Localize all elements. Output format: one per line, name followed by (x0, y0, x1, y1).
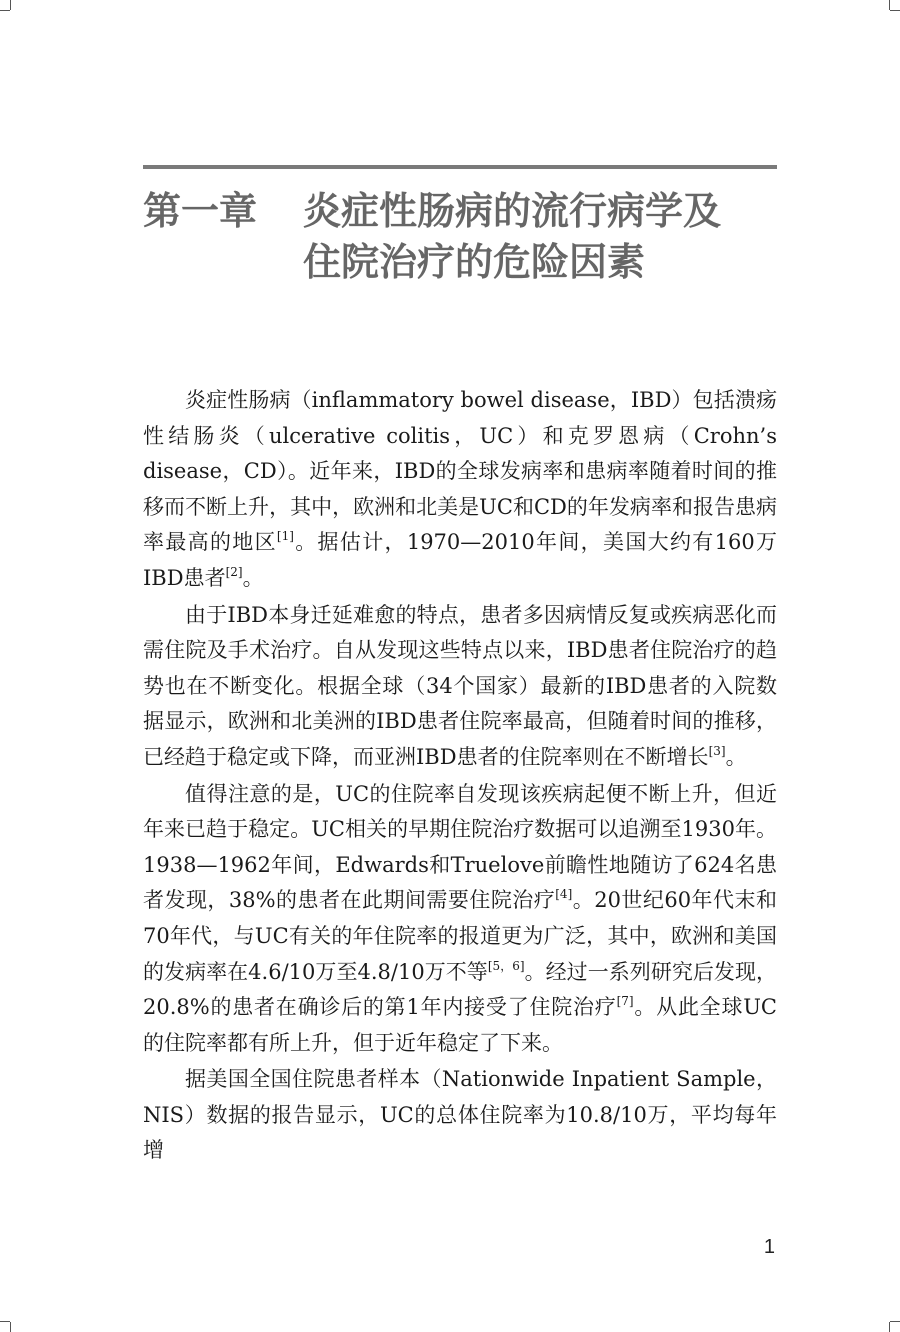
citation-ref: [4] (555, 887, 573, 902)
body-paragraph (143, 383, 777, 597)
crop-mark-top-right (890, 10, 900, 11)
page-number: 1 (763, 1236, 775, 1258)
chapter-heading (143, 186, 721, 288)
paragraph-text: 。据估计，1970—2010年间，美国大约有160万IBD患者 (143, 530, 778, 590)
chapter-heading-line-1 (143, 186, 721, 237)
paragraph-text: 。 (242, 565, 264, 590)
paragraph-text: 值得注意的是，UC的住院率自发现该疾病起便不断上升，但近年来已趋于稳定。UC相关的早期住院治疗数据可以追溯至1930年。1938—1962年间，Edwards和Truelove前瞻性地随访了624名患者发现，38%的患者在此期间需要住院治疗 (143, 781, 777, 913)
crop-mark-top-left (0, 10, 10, 11)
paragraph-text: 。 (725, 744, 747, 769)
citation-ref: [3] (708, 743, 726, 758)
chapter-rule (143, 165, 777, 169)
body-text (143, 383, 777, 1169)
citation-ref: [2] (225, 564, 243, 579)
body-paragraph (143, 598, 777, 776)
paragraph-text: 炎症性肠病（inflammatory bowel disease，IBD）包括溃疡性结肠炎（ulcerative colitis，UC）和克罗恩病（Crohn’s disease，CD）。近年来，IBD的全球发病率和患病率随着时间的推移而不断上升，其中，欧洲和北美是UC和CD的年发病率和报告患病率最高的地区 (143, 388, 777, 555)
paragraph-text: 。从此全球UC的住院率都有所上升，但于近年稳定了下来。 (143, 995, 777, 1055)
chapter-title-line-1: 炎症性肠病的流行病学及 (303, 189, 722, 233)
crop-mark-bottom-left-v (10, 1322, 11, 1332)
paragraph-text: 由于IBD本身迁延难愈的特点，患者多因病情反复或疾病恶化而需住院及手术治疗。自从发现这些特点以来，IBD患者住院治疗的趋势也在不断变化。根据全球（34个国家）最新的IBD患者的入院数据显示，欧洲和北美洲的IBD患者住院率最高，但随着时间的推移，已经趋于稳定或下降，而亚洲IBD患者的住院率则在不断增长 (143, 602, 777, 769)
paragraph-text: 据美国全国住院患者样本（Nationwide Inpatient Sample，NIS）数据的报告显示，UC的总体住院率为10.8/10万，平均每年增 (143, 1067, 777, 1163)
paragraph-text: 。20世纪60年代末和70年代，与UC有关的年住院率的报道更为广泛，其中，欧洲和美国的发病率在4.6/10万至4.8/10万不等 (143, 888, 777, 984)
body-paragraph (143, 1062, 777, 1169)
body-paragraph (143, 777, 777, 1062)
citation-ref: [1] (276, 529, 294, 544)
crop-mark-bottom-right-v (889, 1322, 890, 1332)
citation-ref: [7] (616, 994, 634, 1009)
chapter-title-line-2: 住院治疗的危险因素 (303, 240, 646, 284)
crop-mark-bottom-right (890, 1321, 900, 1322)
crop-mark-top-left-v (10, 0, 11, 10)
citation-ref: [5，6] (487, 958, 525, 973)
crop-mark-bottom-left (0, 1321, 10, 1322)
crop-mark-top-right-v (889, 0, 890, 10)
paragraph-text: 。经过一系列研究后发现，20.8%的患者在确诊后的第1年内接受了住院治疗 (143, 959, 778, 1020)
chapter-label: 第一章 (143, 189, 258, 233)
